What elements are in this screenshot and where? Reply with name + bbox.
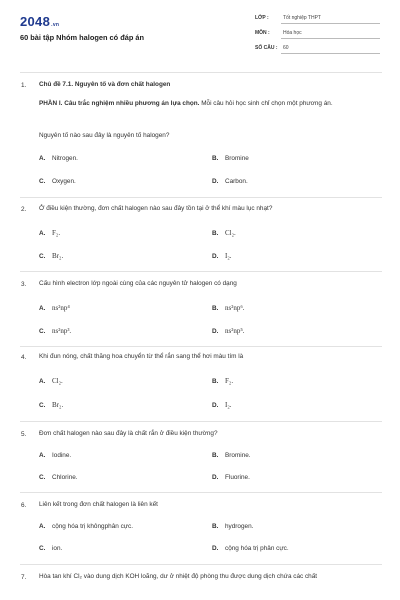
document-header (0, 0, 400, 68)
answer-option[interactable] (212, 304, 245, 312)
document-title: 60 bài tập Nhóm halogen có đáp án (20, 33, 145, 42)
option-text: ns²np⁵. (225, 327, 245, 335)
question-divider (20, 564, 382, 565)
question-text: Liên kết trong đơn chất halogen là liên kết (39, 501, 158, 508)
answer-option[interactable] (39, 327, 71, 335)
question-number: 1. (21, 82, 27, 89)
meta-count (255, 44, 380, 54)
question-divider (20, 346, 382, 347)
question-text: Hòa tan khí Cl₂ vào dung dịch KOH loãng, dư ở nhiệt độ phòng thu được dung dịch chứa các chất (39, 573, 318, 580)
option-text: I₂. (225, 252, 232, 260)
option-letter: A. (39, 523, 46, 530)
answer-option[interactable] (212, 229, 236, 237)
option-letter: B. (212, 452, 219, 459)
option-letter: A. (39, 230, 46, 237)
option-letter: D. (212, 474, 219, 481)
part-description: Mỗi câu hỏi học sinh chỉ chọn một phương án. (199, 100, 333, 107)
answer-option[interactable] (39, 304, 70, 312)
option-text: Nitrogen. (52, 155, 78, 162)
question-divider (20, 197, 382, 198)
question-text: Nguyên tố nào sau đây là nguyên tố halogen? (39, 132, 170, 139)
option-text: Fluorine. (225, 474, 250, 481)
question-divider (20, 492, 382, 493)
option-letter: C. (39, 328, 46, 335)
answer-option[interactable] (212, 377, 233, 385)
option-text: Bromine (225, 155, 249, 162)
meta-count-value: 60 (283, 45, 289, 51)
logo-suffix: .vn (51, 22, 60, 28)
answer-option[interactable] (212, 178, 248, 185)
question-divider (20, 271, 382, 272)
meta-subject-value: Hóa học (283, 30, 302, 36)
meta-underline (281, 23, 380, 24)
option-text: I₂. (225, 401, 232, 409)
header-divider (20, 72, 382, 73)
answer-option[interactable] (39, 523, 133, 530)
option-text: Carbon. (225, 178, 248, 185)
option-letter: A. (39, 452, 46, 459)
option-text: Cl₂. (225, 229, 236, 237)
meta-subject (255, 29, 380, 39)
option-text: ns²np⁴ (52, 304, 70, 312)
section-title: Chủ đề 7.1. Nguyên tố và đơn chất halogen (39, 81, 171, 88)
option-text: Cl₂. (52, 377, 63, 385)
answer-option[interactable] (212, 545, 289, 552)
meta-class-value: Tốt nghiệp THPT (283, 15, 321, 21)
question-number: 5. (21, 431, 27, 438)
question-text: Đơn chất halogen nào sau đây là chất rắn ở điều kiện thường? (39, 430, 218, 437)
option-letter: B. (212, 523, 219, 530)
option-letter: C. (39, 402, 46, 409)
site-logo[interactable] (20, 14, 59, 29)
answer-option[interactable] (212, 401, 232, 409)
option-letter: B. (212, 230, 219, 237)
option-letter: C. (39, 545, 46, 552)
answer-option[interactable] (212, 327, 245, 335)
option-text: Oxygen. (52, 178, 76, 185)
section-instructions (39, 99, 379, 109)
meta-class (255, 14, 380, 24)
option-letter: A. (39, 378, 46, 385)
question-number: 7. (21, 574, 27, 581)
option-text: Br₂. (52, 401, 64, 409)
option-text: Br₂. (52, 252, 64, 260)
option-text: F₂. (225, 377, 234, 385)
option-letter: A. (39, 305, 46, 312)
option-text: Bromine. (225, 452, 251, 459)
meta-subject-label: MÔN : (255, 30, 270, 36)
option-text: Iodine. (52, 452, 72, 459)
option-letter: D. (212, 178, 219, 185)
answer-option[interactable] (39, 452, 71, 459)
answer-option[interactable] (39, 178, 76, 185)
meta-class-label: LỚP : (255, 15, 269, 21)
meta-count-label: SỐ CÂU : (255, 45, 278, 51)
question-number: 3. (21, 281, 27, 288)
option-text: ns²np⁶. (225, 304, 245, 312)
option-letter: D. (212, 328, 219, 335)
answer-option[interactable] (212, 252, 232, 260)
option-letter: C. (39, 178, 46, 185)
meta-underline (281, 53, 380, 54)
option-text: ns²np³. (52, 327, 72, 335)
question-divider (20, 421, 382, 422)
option-letter: A. (39, 155, 46, 162)
question-number: 4. (21, 354, 27, 361)
logo-text: 2048 (20, 14, 51, 29)
answer-option[interactable] (39, 252, 63, 260)
meta-underline (281, 38, 380, 39)
option-letter: B. (212, 155, 219, 162)
option-letter: D. (212, 253, 219, 260)
answer-option[interactable] (39, 401, 63, 409)
option-letter: C. (39, 474, 46, 481)
option-text: cộng hóa trị phân cực. (225, 545, 289, 552)
option-letter: B. (212, 378, 219, 385)
answer-option[interactable] (39, 377, 63, 385)
answer-option[interactable] (212, 523, 253, 530)
option-text: cộng hóa trị khôngphân cực. (52, 523, 134, 530)
question-text: Cấu hình electron lớp ngoài cùng của các nguyên tử halogen có dạng (39, 280, 237, 287)
answer-option[interactable] (212, 155, 249, 162)
part-label: PHẦN I. Câu trắc nghiệm nhiều phương án lựa chọn. (39, 100, 200, 107)
option-text: Chlorine. (52, 474, 78, 481)
question-number: 6. (21, 502, 27, 509)
option-letter: D. (212, 402, 219, 409)
option-text: F₂. (52, 229, 61, 237)
answer-option[interactable] (39, 474, 78, 481)
answer-option[interactable] (39, 229, 60, 237)
option-text: ion. (52, 545, 63, 552)
option-letter: B. (212, 305, 219, 312)
answer-option[interactable] (39, 155, 78, 162)
question-number: 2. (21, 206, 27, 213)
question-text: Khi đun nóng, chất thăng hoa chuyển từ thể rắn sang thể hơi màu tím là (39, 353, 244, 360)
option-text: hydrogen. (225, 523, 254, 530)
answer-option[interactable] (212, 474, 250, 481)
option-letter: D. (212, 545, 219, 552)
answer-option[interactable] (212, 452, 251, 459)
option-letter: C. (39, 253, 46, 260)
question-text: Ở điều kiện thường, đơn chất halogen nào sau đây tồn tại ở thể khí màu lục nhạt? (39, 205, 273, 212)
answer-option[interactable] (39, 545, 62, 552)
